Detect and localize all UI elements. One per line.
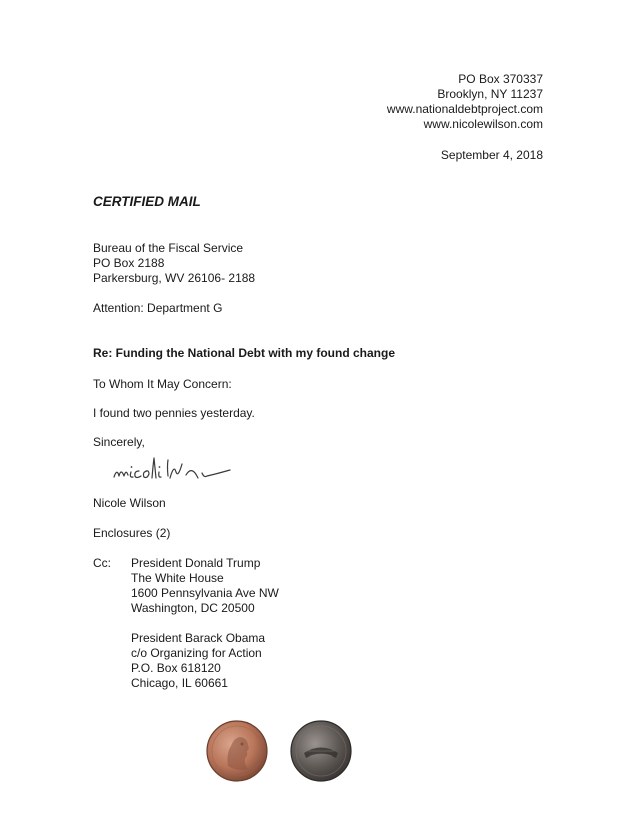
cc-line: President Barack Obama	[131, 631, 266, 645]
subject-line: Re: Funding the National Debt with my found change	[93, 346, 395, 360]
sender-line-3: www.nationaldebtproject.com	[386, 102, 543, 116]
cc-line: Chicago, IL 60661	[131, 676, 228, 690]
closing: Sincerely,	[93, 435, 145, 449]
cc-line: Washington, DC 20500	[131, 601, 255, 615]
penny-heads-image	[204, 718, 270, 784]
letter-date: September 4, 2018	[440, 148, 543, 162]
cc-line: 1600 Pennsylvania Ave NW	[131, 586, 279, 600]
cc-recipient-trump	[131, 556, 279, 616]
attention-line: Attention: Department G	[93, 301, 223, 315]
cc-recipient-obama	[131, 631, 265, 691]
letter-body: I found two pennies yesterday.	[93, 406, 255, 420]
handwritten-signature	[112, 450, 252, 490]
enclosures-note: Enclosures (2)	[93, 526, 171, 540]
cc-line: President Donald Trump	[131, 556, 261, 570]
salutation: To Whom It May Concern:	[93, 377, 232, 391]
recipient-line-2: PO Box 2188	[93, 256, 165, 270]
penny-tails-image	[288, 718, 354, 784]
sender-address	[387, 72, 543, 132]
cc-line: The White House	[131, 571, 224, 585]
cc-line: P.O. Box 618120	[131, 661, 221, 675]
cc-label: Cc:	[93, 556, 111, 570]
recipient-line-1: Bureau of the Fiscal Service	[93, 241, 244, 255]
certified-mail-heading: CERTIFIED MAIL	[93, 194, 201, 209]
signer-name: Nicole Wilson	[93, 496, 166, 510]
sender-line-2: Brooklyn, NY 11237	[437, 87, 543, 101]
recipient-address	[93, 241, 255, 286]
recipient-line-3: Parkersburg, WV 26106- 2188	[93, 271, 256, 285]
sender-line-4: www.nicolewilson.com	[423, 117, 543, 131]
cc-line: c/o Organizing for Action	[131, 646, 262, 660]
sender-line-1: PO Box 370337	[458, 72, 543, 86]
